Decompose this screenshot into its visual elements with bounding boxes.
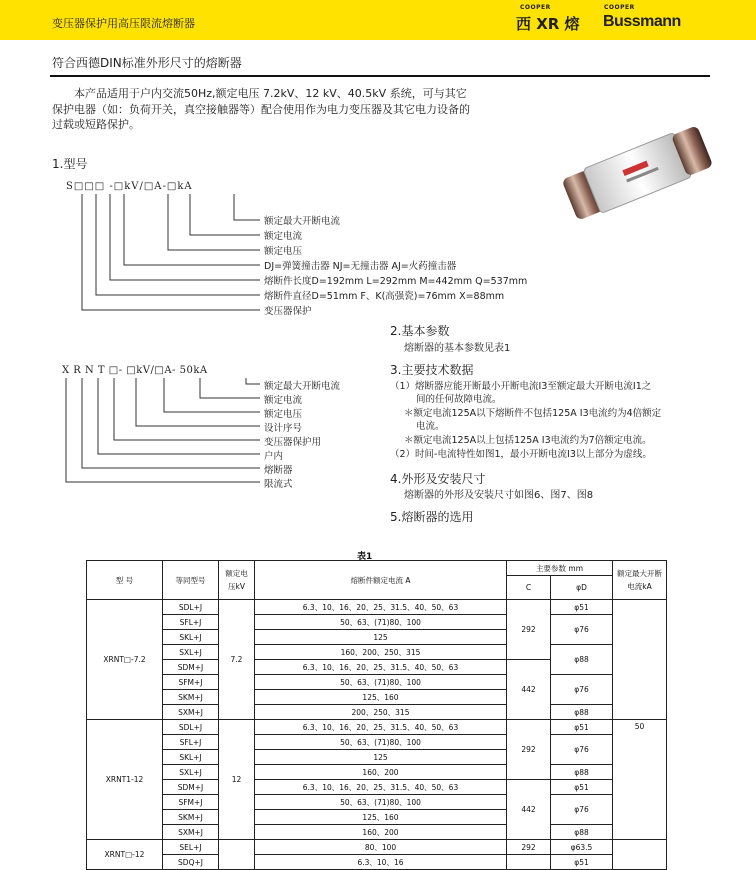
cell-cur: 50、63、(71)80、100 <box>255 675 507 690</box>
spec-table <box>86 560 667 870</box>
table-row <box>87 765 667 780</box>
cell-equiv: SKL+J <box>163 630 219 645</box>
fuse-product-image <box>545 100 725 250</box>
code1-label-1: 额定电流 <box>264 231 303 242</box>
cell-equiv: SFL+J <box>163 615 219 630</box>
cell-model: XRNT1-12 <box>87 720 163 840</box>
cell-cur: 6.3、10、16 <box>255 855 507 870</box>
section3-line2: ＊额定电流125A以下熔断件不包括125A I3电流约为4倍额定 <box>404 408 662 419</box>
section3-line3: ＊额定电流125A以上包括125A I3电流约为7倍额定电流。 <box>404 435 652 446</box>
cell-d: φ76 <box>551 675 613 705</box>
cell-d: φ88 <box>551 765 613 780</box>
code2-label-1: 额定电流 <box>264 395 303 406</box>
cell-equiv: SXM+J <box>163 825 219 840</box>
th-main: 主要参数 mm <box>507 561 613 576</box>
cell-equiv: SDL+J <box>163 720 219 735</box>
cell-d: φ51 <box>551 600 613 615</box>
table-row <box>87 600 667 615</box>
cell-d: φ76 <box>551 795 613 825</box>
table-body <box>87 600 667 870</box>
table-row <box>87 615 667 630</box>
table-row <box>87 705 667 720</box>
code2-label-2: 额定电压 <box>264 409 303 420</box>
cell-cur: 6.3、10、16、20、25、31.5、40、50、63 <box>255 600 507 615</box>
cell-d: φ76 <box>551 615 613 645</box>
xr-logo-text: 西 XR 熔 <box>516 15 580 33</box>
code1-label-3: DJ=弹簧撞击器 NJ=无撞击器 AJ=火药撞击器 <box>264 261 457 272</box>
section5-heading: 5.熔断器的选用 <box>390 510 474 524</box>
cell-volt <box>219 840 255 870</box>
cell-model: XRNT□-7.2 <box>87 600 163 720</box>
cell-cur: 160、200 <box>255 825 507 840</box>
th-equiv: 等同型号 <box>163 561 219 600</box>
cooper-label: COOPER <box>520 4 551 11</box>
cell-cur: 160、200 <box>255 765 507 780</box>
code1-label-6: 变压器保护 <box>264 306 312 317</box>
table-row <box>87 645 667 660</box>
code1-label-5: 熔断件直径D=51mm F、K(高强瓷)=76mm X=88mm <box>264 291 505 302</box>
th-break: 额定最大开断电流kA <box>613 561 667 600</box>
cell-equiv: SDQ+J <box>163 855 219 870</box>
section2-heading: 2.基本参数 <box>390 324 450 338</box>
th-d: φD <box>551 576 613 600</box>
cell-cur: 125 <box>255 630 507 645</box>
cell-break: 50 <box>613 720 667 840</box>
cell-d: φ76 <box>551 735 613 765</box>
cell-cur: 50、63、(71)80、100 <box>255 795 507 810</box>
bussmann-logo: Bussmann <box>603 13 681 30</box>
cell-equiv: SKM+J <box>163 810 219 825</box>
code2-label-6: 熔断器 <box>264 465 293 476</box>
section1-heading: 1.型号 <box>52 157 88 171</box>
cell-volt: 7.2 <box>219 600 255 720</box>
table-row <box>87 855 667 870</box>
cell-model: XRNT□-12 <box>87 840 163 870</box>
model-code-2: X R N T □- □kV/□A- 50kA <box>62 365 208 376</box>
cell-d: φ51 <box>551 780 613 795</box>
code2-label-3: 设计序号 <box>264 423 303 434</box>
section2-text: 熔断器的基本参数见表1 <box>404 343 511 354</box>
th-current: 熔断件额定电流 A <box>255 561 507 600</box>
code2-label-4: 变压器保护用 <box>264 437 322 448</box>
code2-label-0: 额定最大开断电流 <box>264 381 341 392</box>
section3-heading: 3.主要技术数据 <box>390 363 474 377</box>
cell-c <box>507 855 551 870</box>
cooper-label-2: COOPER <box>604 4 635 11</box>
section3-line4: （2）时间-电流特性如图1，最小开断电流I3以上部分为虚线。 <box>390 449 652 460</box>
th-volt: 额定电压kV <box>219 561 255 600</box>
cell-equiv: SXL+J <box>163 765 219 780</box>
cell-equiv: SDM+J <box>163 660 219 675</box>
cell-c: 292 <box>507 600 551 660</box>
section4-text: 熔断器的外形及安装尺寸如图6、图7、图8 <box>404 490 594 501</box>
cell-equiv: SXL+J <box>163 645 219 660</box>
cell-c: 442 <box>507 660 551 720</box>
code1-label-2: 额定电压 <box>264 246 303 257</box>
code1-label-0: 额定最大开断电流 <box>264 216 341 227</box>
cell-d: φ88 <box>551 825 613 840</box>
cell-cur: 50、63、(71)80、100 <box>255 735 507 750</box>
page-subtitle: 符合西德DIN标准外形尺寸的熔断器 <box>52 56 242 70</box>
code1-label-4: 熔断件长度D=192mm L=292mm M=442mm Q=537mm <box>264 276 528 287</box>
section4-heading: 4.外形及安装尺寸 <box>390 472 486 486</box>
cell-equiv: SKM+J <box>163 690 219 705</box>
cell-cur: 6.3、10、16、20、25、31.5、40、50、63 <box>255 780 507 795</box>
cell-equiv: SDL+J <box>163 600 219 615</box>
cell-c: 292 <box>507 840 551 855</box>
table-row <box>87 840 667 855</box>
cell-break <box>613 840 667 870</box>
cell-equiv: SDM+J <box>163 780 219 795</box>
th-c: C <box>507 576 551 600</box>
th-model: 型 号 <box>87 561 163 600</box>
cell-cur: 125、160 <box>255 690 507 705</box>
cell-volt: 12 <box>219 720 255 840</box>
cell-d: φ88 <box>551 705 613 720</box>
code2-label-5: 户内 <box>264 451 284 462</box>
cell-equiv: SFL+J <box>163 735 219 750</box>
model-code-2-leaders <box>60 374 270 494</box>
cell-equiv: SFM+J <box>163 675 219 690</box>
cell-c: 292 <box>507 720 551 780</box>
cell-cur: 200、250、315 <box>255 705 507 720</box>
cell-d: φ51 <box>551 855 613 870</box>
cell-d: φ63.5 <box>551 840 613 855</box>
model-code-1: S□□□ -□kV/□A-□kA <box>66 181 193 192</box>
cell-d: φ88 <box>551 645 613 675</box>
cell-cur: 125、160 <box>255 810 507 825</box>
section3-line2b: 电流。 <box>416 421 445 432</box>
table-title: 表1 <box>357 552 373 562</box>
cell-equiv: SFM+J <box>163 795 219 810</box>
intro-paragraph: 本产品适用于户内交流50Hz,额定电压 7.2kV、12 kV、40.5kV 系统，可与其它保护电器（如：负荷开关，真空接触器等）配合使用作为电力变压器及其它电力设备的过载或短路保护。 <box>52 87 470 131</box>
cell-equiv: SXM+J <box>163 705 219 720</box>
cell-d: φ51 <box>551 720 613 735</box>
section3-line1b: 间的任何故障电流。 <box>416 394 502 405</box>
cell-equiv: SKL+J <box>163 750 219 765</box>
table-row <box>87 825 667 840</box>
table-row <box>87 720 667 735</box>
cell-cur: 125 <box>255 750 507 765</box>
section3-line1: （1）熔断器应能开断最小开断电流I3至额定最大开断电流I1之 <box>390 381 652 392</box>
table-row <box>87 675 667 690</box>
table-row <box>87 780 667 795</box>
code2-label-7: 限流式 <box>264 479 293 490</box>
cell-cur: 80、100 <box>255 840 507 855</box>
cell-c: 442 <box>507 780 551 840</box>
header-title: 变压器保护用高压限流熔断器 <box>52 17 195 30</box>
cell-cur: 50、63、(71)80、100 <box>255 615 507 630</box>
model-code-1-leaders <box>60 190 280 320</box>
cell-equiv: SEL+J <box>163 840 219 855</box>
divider <box>50 75 710 77</box>
cell-cur: 6.3、10、16、20、25、31.5、40、50、63 <box>255 720 507 735</box>
cell-cur: 160、200、250、315 <box>255 645 507 660</box>
cell-break <box>613 600 667 720</box>
table-row <box>87 795 667 810</box>
cell-cur: 6.3、10、16、20、25、31.5、40、50、63 <box>255 660 507 675</box>
table-row <box>87 735 667 750</box>
